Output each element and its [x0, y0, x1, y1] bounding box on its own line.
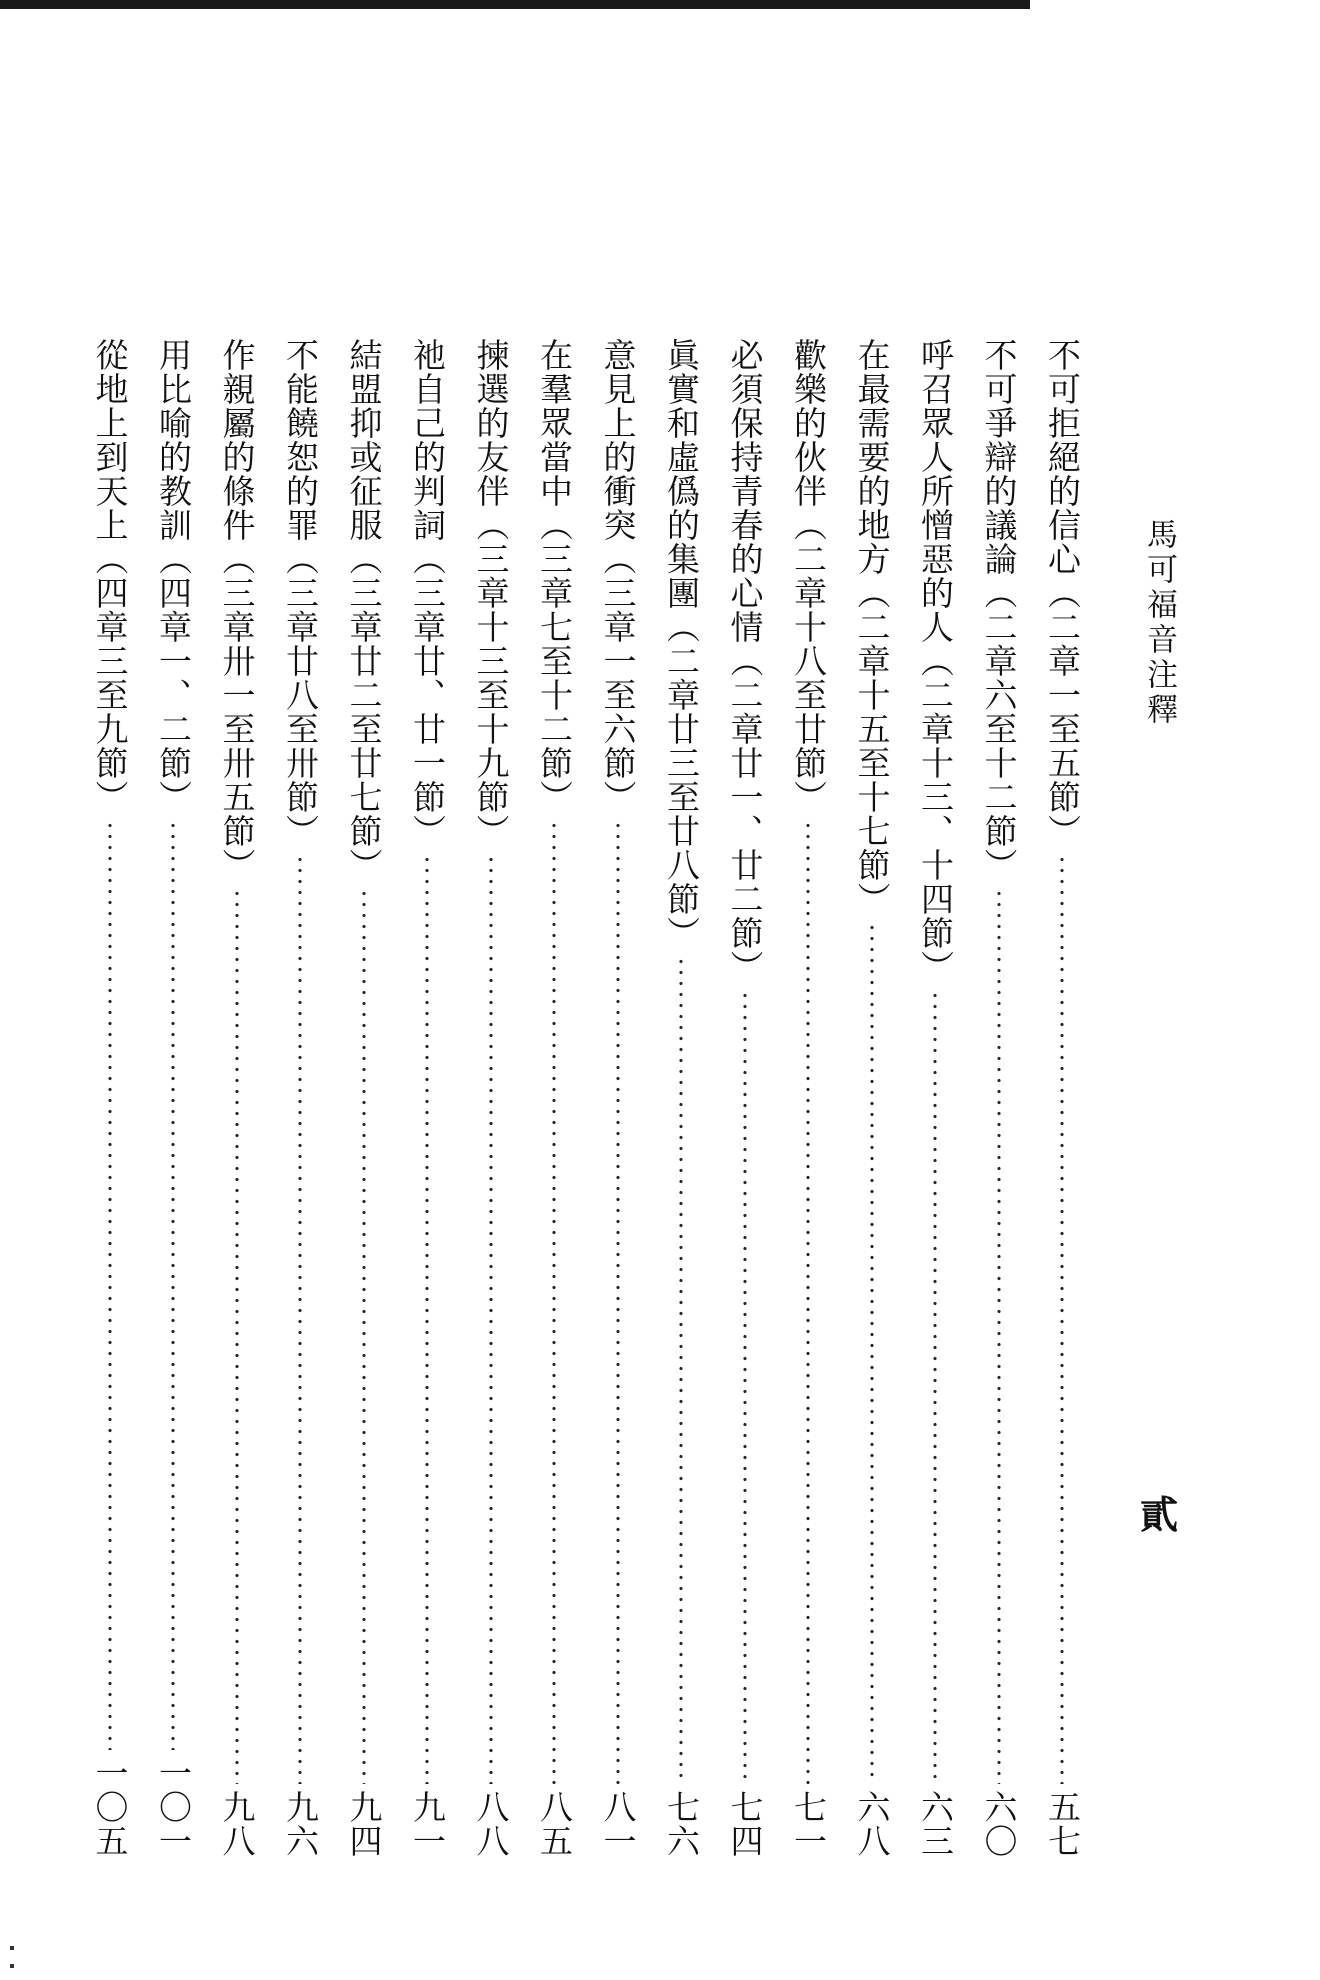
dot-leader	[911, 990, 959, 1784]
dot-leader	[784, 820, 832, 1784]
toc-entry-title: 結盟抑或征服（三章廿二至廿七節）	[344, 338, 384, 882]
toc-entry	[784, 338, 832, 1858]
dot-leader	[975, 888, 1023, 1784]
toc-entry-title: 在羣眾當中（三章七至十二節）	[535, 338, 574, 814]
toc-entry	[1038, 338, 1086, 1858]
toc-entry-page: 六〇	[979, 1790, 1019, 1858]
toc-entry-page: 七六	[662, 1790, 701, 1858]
toc-entry	[594, 338, 642, 1858]
toc-entry-title: 不可拒絕的信心（二章一至五節）	[1043, 338, 1082, 848]
toc-entry-title: 祂自己的判詞（三章廿、廿一節）	[408, 338, 447, 848]
toc-entry-title: 不可爭辯的議論（二章六至十二節）	[979, 338, 1019, 882]
running-header-title: 馬可福音注釋	[1141, 518, 1177, 728]
toc-entry-page: 九四	[344, 1790, 384, 1858]
table-of-contents	[90, 338, 1086, 1858]
toc-entry-page: 九六	[281, 1790, 320, 1858]
toc-entry-title: 不能饒恕的罪（三章廿八至卅節）	[281, 338, 320, 848]
toc-entry-page: 七四	[725, 1790, 765, 1858]
toc-entry-page: 九一	[408, 1790, 447, 1858]
dot-leader	[213, 888, 261, 1784]
dot-leader	[530, 820, 578, 1784]
toc-entry-page: 九八	[217, 1790, 257, 1858]
dot-leader	[86, 820, 134, 1750]
toc-entry-page: 六三	[916, 1790, 955, 1858]
toc-entry-title: 意見上的衝突（三章一至六節）	[598, 338, 638, 814]
toc-entry-title: 必須保持青春的心情（二章廿一、廿二節）	[725, 338, 765, 984]
toc-entry	[721, 338, 769, 1858]
toc-entry-title: 歡樂的伙伴（二章十八至廿節）	[789, 338, 828, 814]
toc-entry-page: 七一	[789, 1790, 828, 1858]
toc-entry	[530, 338, 578, 1858]
toc-entry-page: 一〇一	[154, 1756, 193, 1858]
toc-entry-page: 八一	[598, 1790, 638, 1858]
toc-entry-title: 眞實和虛僞的集團（二章廿三至廿八節）	[662, 338, 701, 950]
toc-entry-page: 八八	[471, 1790, 511, 1858]
dot-leader	[848, 922, 896, 1784]
toc-entry	[657, 338, 705, 1858]
toc-entry-title: 作親屬的條件（三章卅一至卅五節）	[217, 338, 257, 882]
toc-entry	[149, 338, 197, 1858]
toc-entry-title: 呼召眾人所憎惡的人（二章十三、十四節）	[916, 338, 955, 984]
scan-speck	[10, 1946, 14, 1950]
toc-entry-title: 用比喻的教訓（四章一、二節）	[154, 338, 193, 814]
toc-entry	[911, 338, 959, 1858]
top-rule	[0, 0, 1030, 9]
toc-entry-title: 從地上到天上（四章三至九節）	[90, 338, 130, 814]
toc-entry	[340, 338, 388, 1858]
dot-leader	[467, 854, 515, 1784]
dot-leader	[721, 990, 769, 1784]
page-number: 貳	[1140, 1492, 1179, 1537]
toc-entry	[403, 338, 451, 1858]
toc-entry	[467, 338, 515, 1858]
toc-entry	[213, 338, 261, 1858]
toc-entry-page: 一〇五	[90, 1756, 130, 1858]
toc-entry-title: 揀選的友伴（三章十三至十九節）	[471, 338, 511, 848]
toc-entry	[848, 338, 896, 1858]
dot-leader	[149, 820, 197, 1750]
dot-leader	[657, 956, 705, 1784]
dot-leader	[340, 888, 388, 1784]
toc-entry-page: 八五	[535, 1790, 574, 1858]
dot-leader	[1038, 854, 1086, 1784]
scan-speck	[10, 1964, 14, 1968]
dot-leader	[403, 854, 451, 1784]
dot-leader	[594, 820, 642, 1784]
toc-entry-page: 六八	[852, 1790, 892, 1858]
toc-entry-page: 五七	[1043, 1790, 1082, 1858]
dot-leader	[276, 854, 324, 1784]
toc-entry	[276, 338, 324, 1858]
toc-entry-title: 在最需要的地方（二章十五至十七節）	[852, 338, 892, 916]
toc-entry	[86, 338, 134, 1858]
toc-entry	[975, 338, 1023, 1858]
